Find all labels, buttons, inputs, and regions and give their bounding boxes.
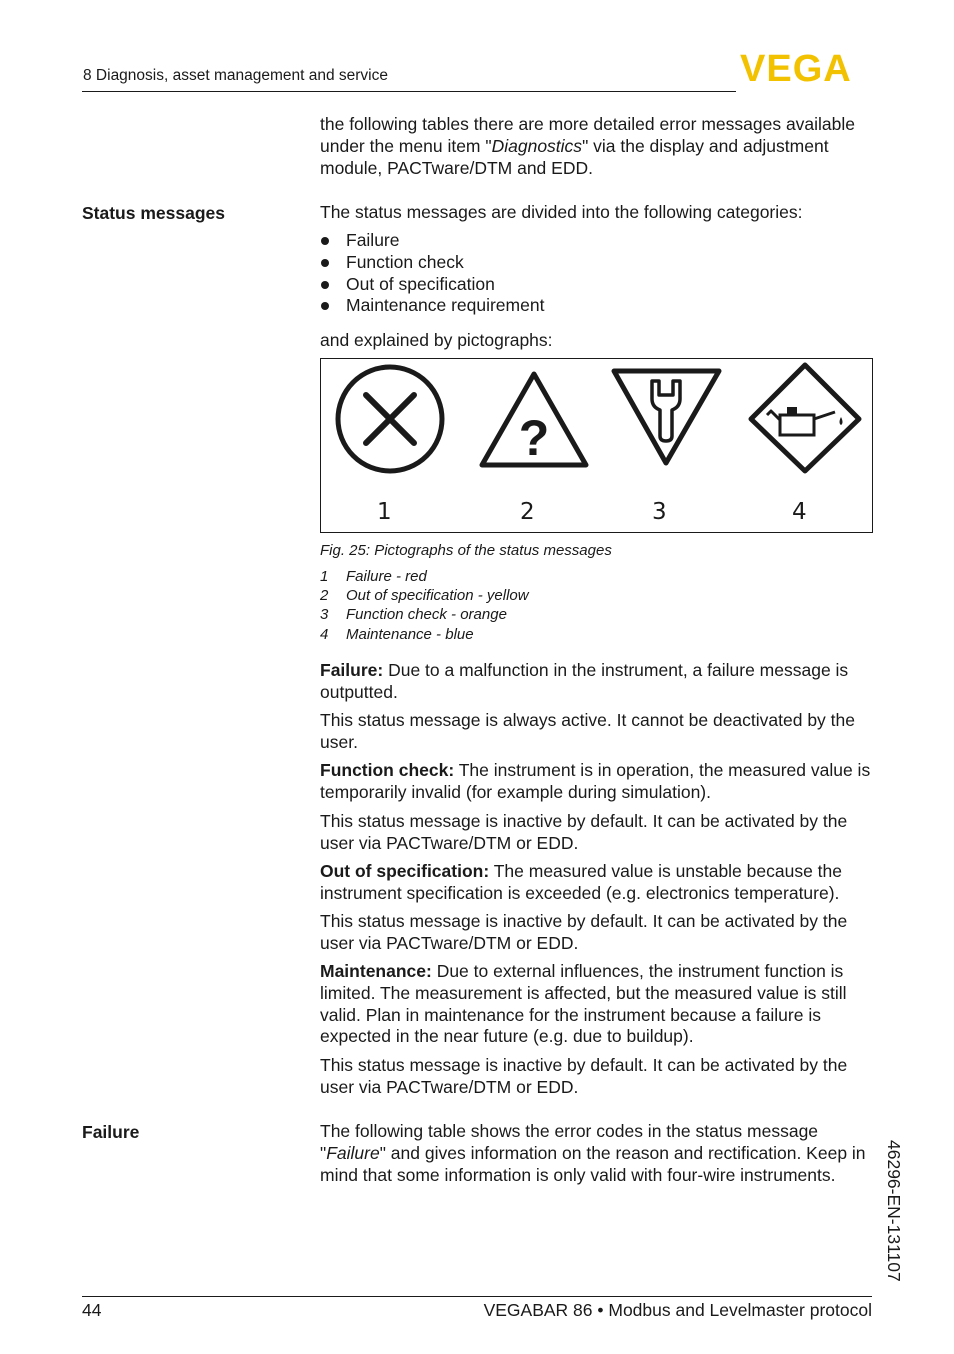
oos-description: Out of specification: The measured value is unstable because the instrument specification is exceeded (e.g. electronics temperature). <box>320 861 843 903</box>
legend-row: 1 Failure - red <box>320 568 427 585</box>
legend-row: 3 Function check - orange <box>320 606 507 624</box>
function-check-note: This status message is inactive by default. It can be activated by the user via PACTware/DTM or EDD. <box>320 811 848 853</box>
intro-pre: the following tables there are more detailed error messages available under the menu item " <box>320 114 856 156</box>
page-number: 44 <box>82 1300 102 1320</box>
footer-rule <box>82 1296 872 1297</box>
category-list <box>320 230 544 317</box>
failure-icon <box>338 367 442 471</box>
maintenance-icon <box>751 365 859 471</box>
function-check-icon <box>614 371 719 463</box>
failure-description: Failure: Due to a malfunction in the instrument, a failure message is outputted. <box>320 660 849 702</box>
document-id: 46296-EN-131107 <box>884 1140 904 1282</box>
question-mark: ? <box>518 410 550 466</box>
legend-row: 2 Out of specification - yellow <box>320 587 529 605</box>
pictograph-figure <box>320 358 873 533</box>
intro-menu-item: Diagnostics <box>491 135 583 156</box>
legend-row: 4 Maintenance - blue <box>320 625 474 643</box>
status-messages-lead: The status messages are divided into the following categories: <box>320 202 803 222</box>
figure-legend <box>320 567 529 644</box>
failure-section-paragraph: The following table shows the error codes in the status message "Failure" and gives information on the reason and rectification. Keep in mind that some information is only valid with four-wire instruments. <box>320 1121 866 1185</box>
list-item: Maintenance requirement <box>320 295 544 317</box>
function-check-description: Function check: The instrument is in operation, the measured value is temporarily invalid (for example during simulation). <box>320 760 871 802</box>
running-header: 8 Diagnosis, asset management and service <box>83 67 388 84</box>
pictographs <box>321 359 872 532</box>
pictograph-number-4: 4 <box>792 499 807 525</box>
maintenance-description: Maintenance: Due to external influences, the instrument function is limited. The measurement is affected, but the measured value is still valid. Plan in maintenance for the instrument because a failure is expected in the near future (e.g. due to buildup). <box>320 961 847 1047</box>
header-rule <box>82 91 736 92</box>
out-of-specification-icon <box>482 374 586 466</box>
list-item: Out of specification <box>320 274 544 296</box>
intro-paragraph <box>320 114 872 179</box>
maintenance-note: This status message is inactive by default. It can be activated by the user via PACTware/DTM or EDD. <box>320 1055 848 1097</box>
status-messages-heading: Status messages <box>82 203 225 223</box>
pictographs-lead: and explained by pictographs: <box>320 330 553 350</box>
vega-logo <box>740 50 874 84</box>
footer-title: VEGABAR 86 • Modbus and Levelmaster protocol <box>483 1300 872 1320</box>
list-item: Failure <box>320 230 544 252</box>
pictograph-number-2: 2 <box>520 499 535 525</box>
logo-text: VEGA <box>740 50 852 84</box>
pictograph-number-3: 3 <box>652 499 667 525</box>
oil-can-icon <box>767 407 843 435</box>
failure-note: This status message is always active. It cannot be deactivated by the user. <box>320 710 855 752</box>
wrench-icon <box>652 381 680 441</box>
pictograph-number-1: 1 <box>377 499 392 525</box>
failure-heading: Failure <box>82 1122 140 1142</box>
intro-post: " via the display and adjustment module, PACTware/DTM and EDD. <box>320 135 829 178</box>
oos-note: This status message is inactive by default. It can be activated by the user via PACTware/DTM or EDD. <box>320 911 848 953</box>
figure-caption: Fig. 25: Pictographs of the status messages <box>320 542 612 559</box>
list-item: Function check <box>320 252 544 274</box>
